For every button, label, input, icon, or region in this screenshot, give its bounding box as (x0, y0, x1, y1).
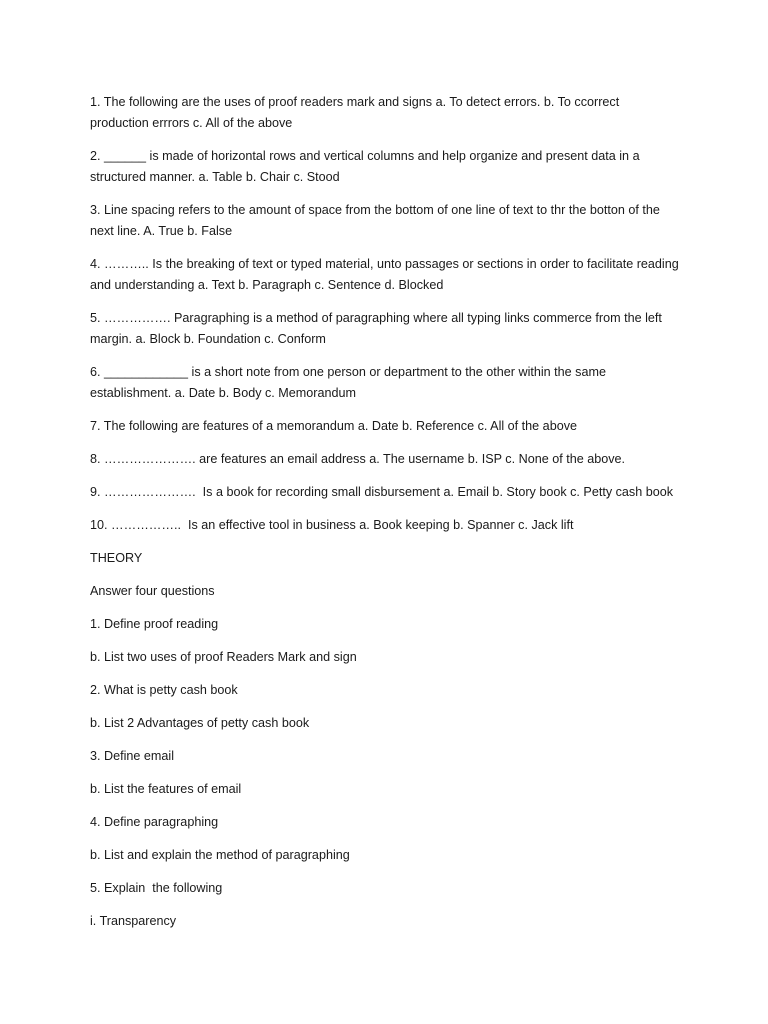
question-8: 8. …………………. are features an email address a. The username b. ISP c. None of the above. (90, 452, 626, 466)
theory-instruction: Answer four questions (90, 584, 215, 598)
theory-heading: THEORY (90, 551, 143, 565)
question-3: 3. Line spacing refers to the amount of space from the bottom of one line of text to thr the botton of the next line. A. True b. False (90, 203, 664, 238)
question-7: 7. The following are features of a memorandum a. Date b. Reference c. All of the above (90, 419, 577, 433)
question-6: 6. ____________ is a short note from one person or department to the other within the same establishment. a. Date b. Body c. Memorandum (90, 365, 610, 400)
question-5: 5. ……………. Paragraphing is a method of paragraphing where all typing links commerce from the left margin. a. Block b. Foundation c. Conform (90, 311, 666, 346)
question-2: 2. ______ is made of horizontal rows and vertical columns and help organize and present data in a structured manner. a. Table b. Chair c. Stood (90, 149, 644, 184)
theory-item: 2. What is petty cash book (90, 683, 238, 697)
document-page (90, 92, 683, 944)
theory-item: 5. Explain the following (90, 881, 223, 895)
theory-item: b. List 2 Advantages of petty cash book (90, 716, 310, 730)
question-4: 4. ……….. Is the breaking of text or typed material, unto passages or sections in order to facilitate reading and understanding a. Text b. Paragraph c. Sentence d. Blocked (90, 257, 683, 292)
theory-item: 1. Define proof reading (90, 617, 219, 631)
question-10: 10. …………….. Is an effective tool in business a. Book keeping b. Spanner c. Jack lift (90, 518, 574, 532)
theory-item: b. List two uses of proof Readers Mark and sign (90, 650, 357, 664)
question-9: 9. …………………. Is a book for recording small disbursement a. Email b. Story book c. Petty cash book (90, 485, 674, 499)
theory-item: 3. Define email (90, 749, 174, 763)
question-1: 1. The following are the uses of proof readers mark and signs a. To detect errors. b. To ccorrect production errrors c. All of the above (90, 95, 623, 130)
theory-item: i. Transparency (90, 914, 177, 928)
theory-item: b. List and explain the method of paragraphing (90, 848, 350, 862)
theory-item: 4. Define paragraphing (90, 815, 219, 829)
theory-item: b. List the features of email (90, 782, 242, 796)
